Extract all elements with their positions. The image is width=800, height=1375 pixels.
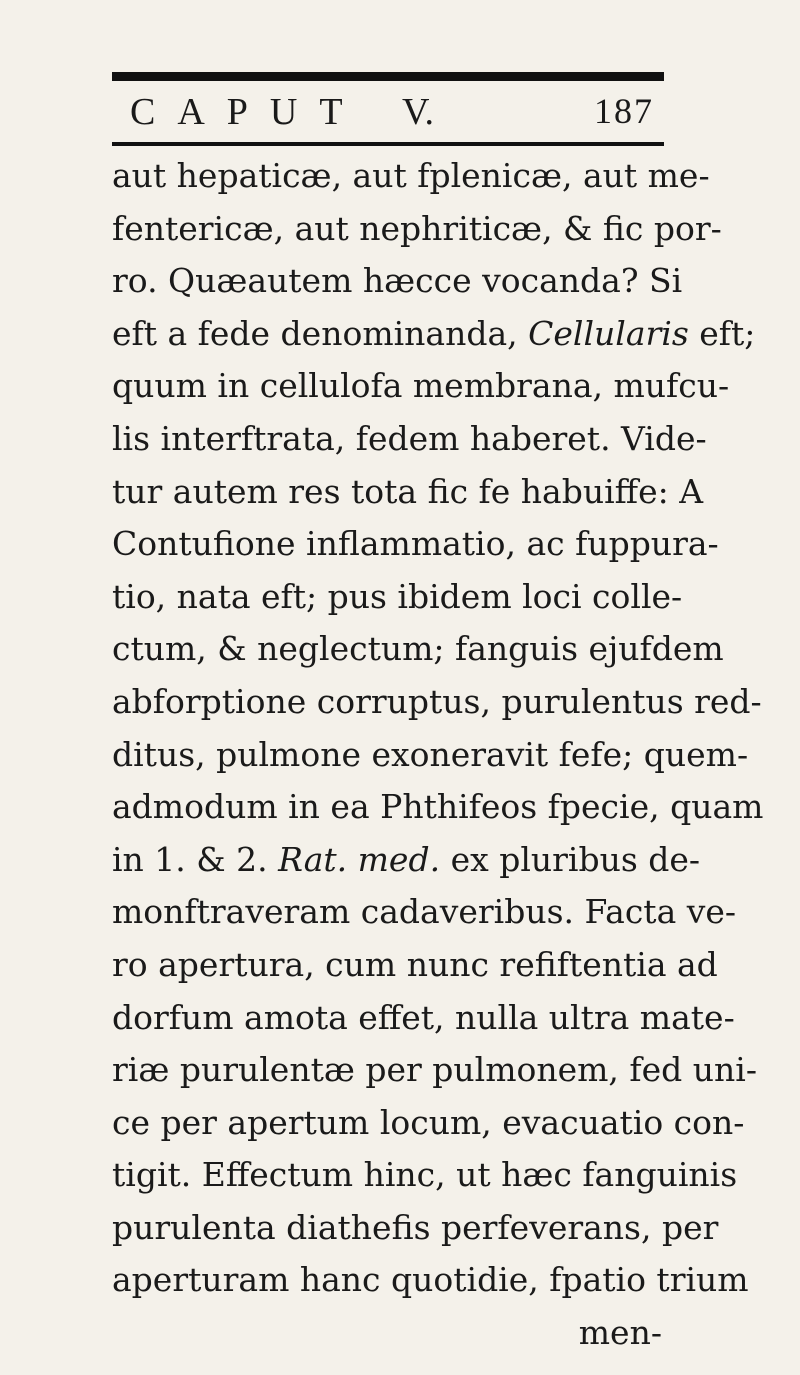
text-line: abforptione corruptus, purulentus red- [112,681,762,721]
text-line: admodum in ea Phthifeos fpecie, quam [112,787,764,827]
chapter-number: V. [402,91,435,133]
text-line: purulenta diathefis perfeverans, per [112,1207,719,1247]
text-line: fentericæ, aut nephriticæ, & fic por- [112,208,722,248]
text-line: ce per apertum locum, evacuatio con- [112,1102,745,1142]
text-line: in 1. & 2. Rat. med. ex pluribus de- [112,839,701,879]
text-line: quum in cellulofa membrana, mufcu- [112,366,730,406]
body-text [112,150,764,1360]
text-line: monftraveram cadaveribus. Facta ve- [112,892,737,932]
text-line: aperturam hanc quotidie, fpatio trium [112,1260,749,1300]
text-line: tigit. Effectum hinc, ut hæc fanguinis [112,1155,738,1195]
text-line: tio, nata eft; pus ibidem loci colle- [112,576,683,616]
text-line: aut hepaticæ, aut fplenicæ, aut me- [112,156,710,195]
text-line: ro apertura, cum nunc refiftentia ad [112,944,718,984]
text-line: lis interftrata, fedem haberet. Vide- [112,418,707,458]
running-header [112,86,664,136]
text-line: ctum, & neglectum; fanguis ejufdem [112,629,724,669]
text-line: riæ purulentæ per pulmonem, fed uni- [112,1050,757,1090]
page-number: 187 [594,91,654,131]
text-line: ro. Quæautem hæcce vocanda? Si [112,261,683,301]
running-title: CAPUT [130,91,365,133]
text-line: eft a fede denominanda, Cellularis eft; [112,313,756,353]
text-line: Contufione inflammatio, ac fuppura- [112,524,719,564]
text-line: tur autem res tota fic fe habuiffe: A [112,471,704,511]
header-rule-top [112,72,664,81]
catchword: men- [578,1313,662,1353]
text-line: ditus, pulmone exoneravit fefe; quem- [112,734,749,774]
header-rule-bottom [112,142,664,146]
text-line: dorfum amota effet, nulla ultra mate- [112,997,735,1037]
